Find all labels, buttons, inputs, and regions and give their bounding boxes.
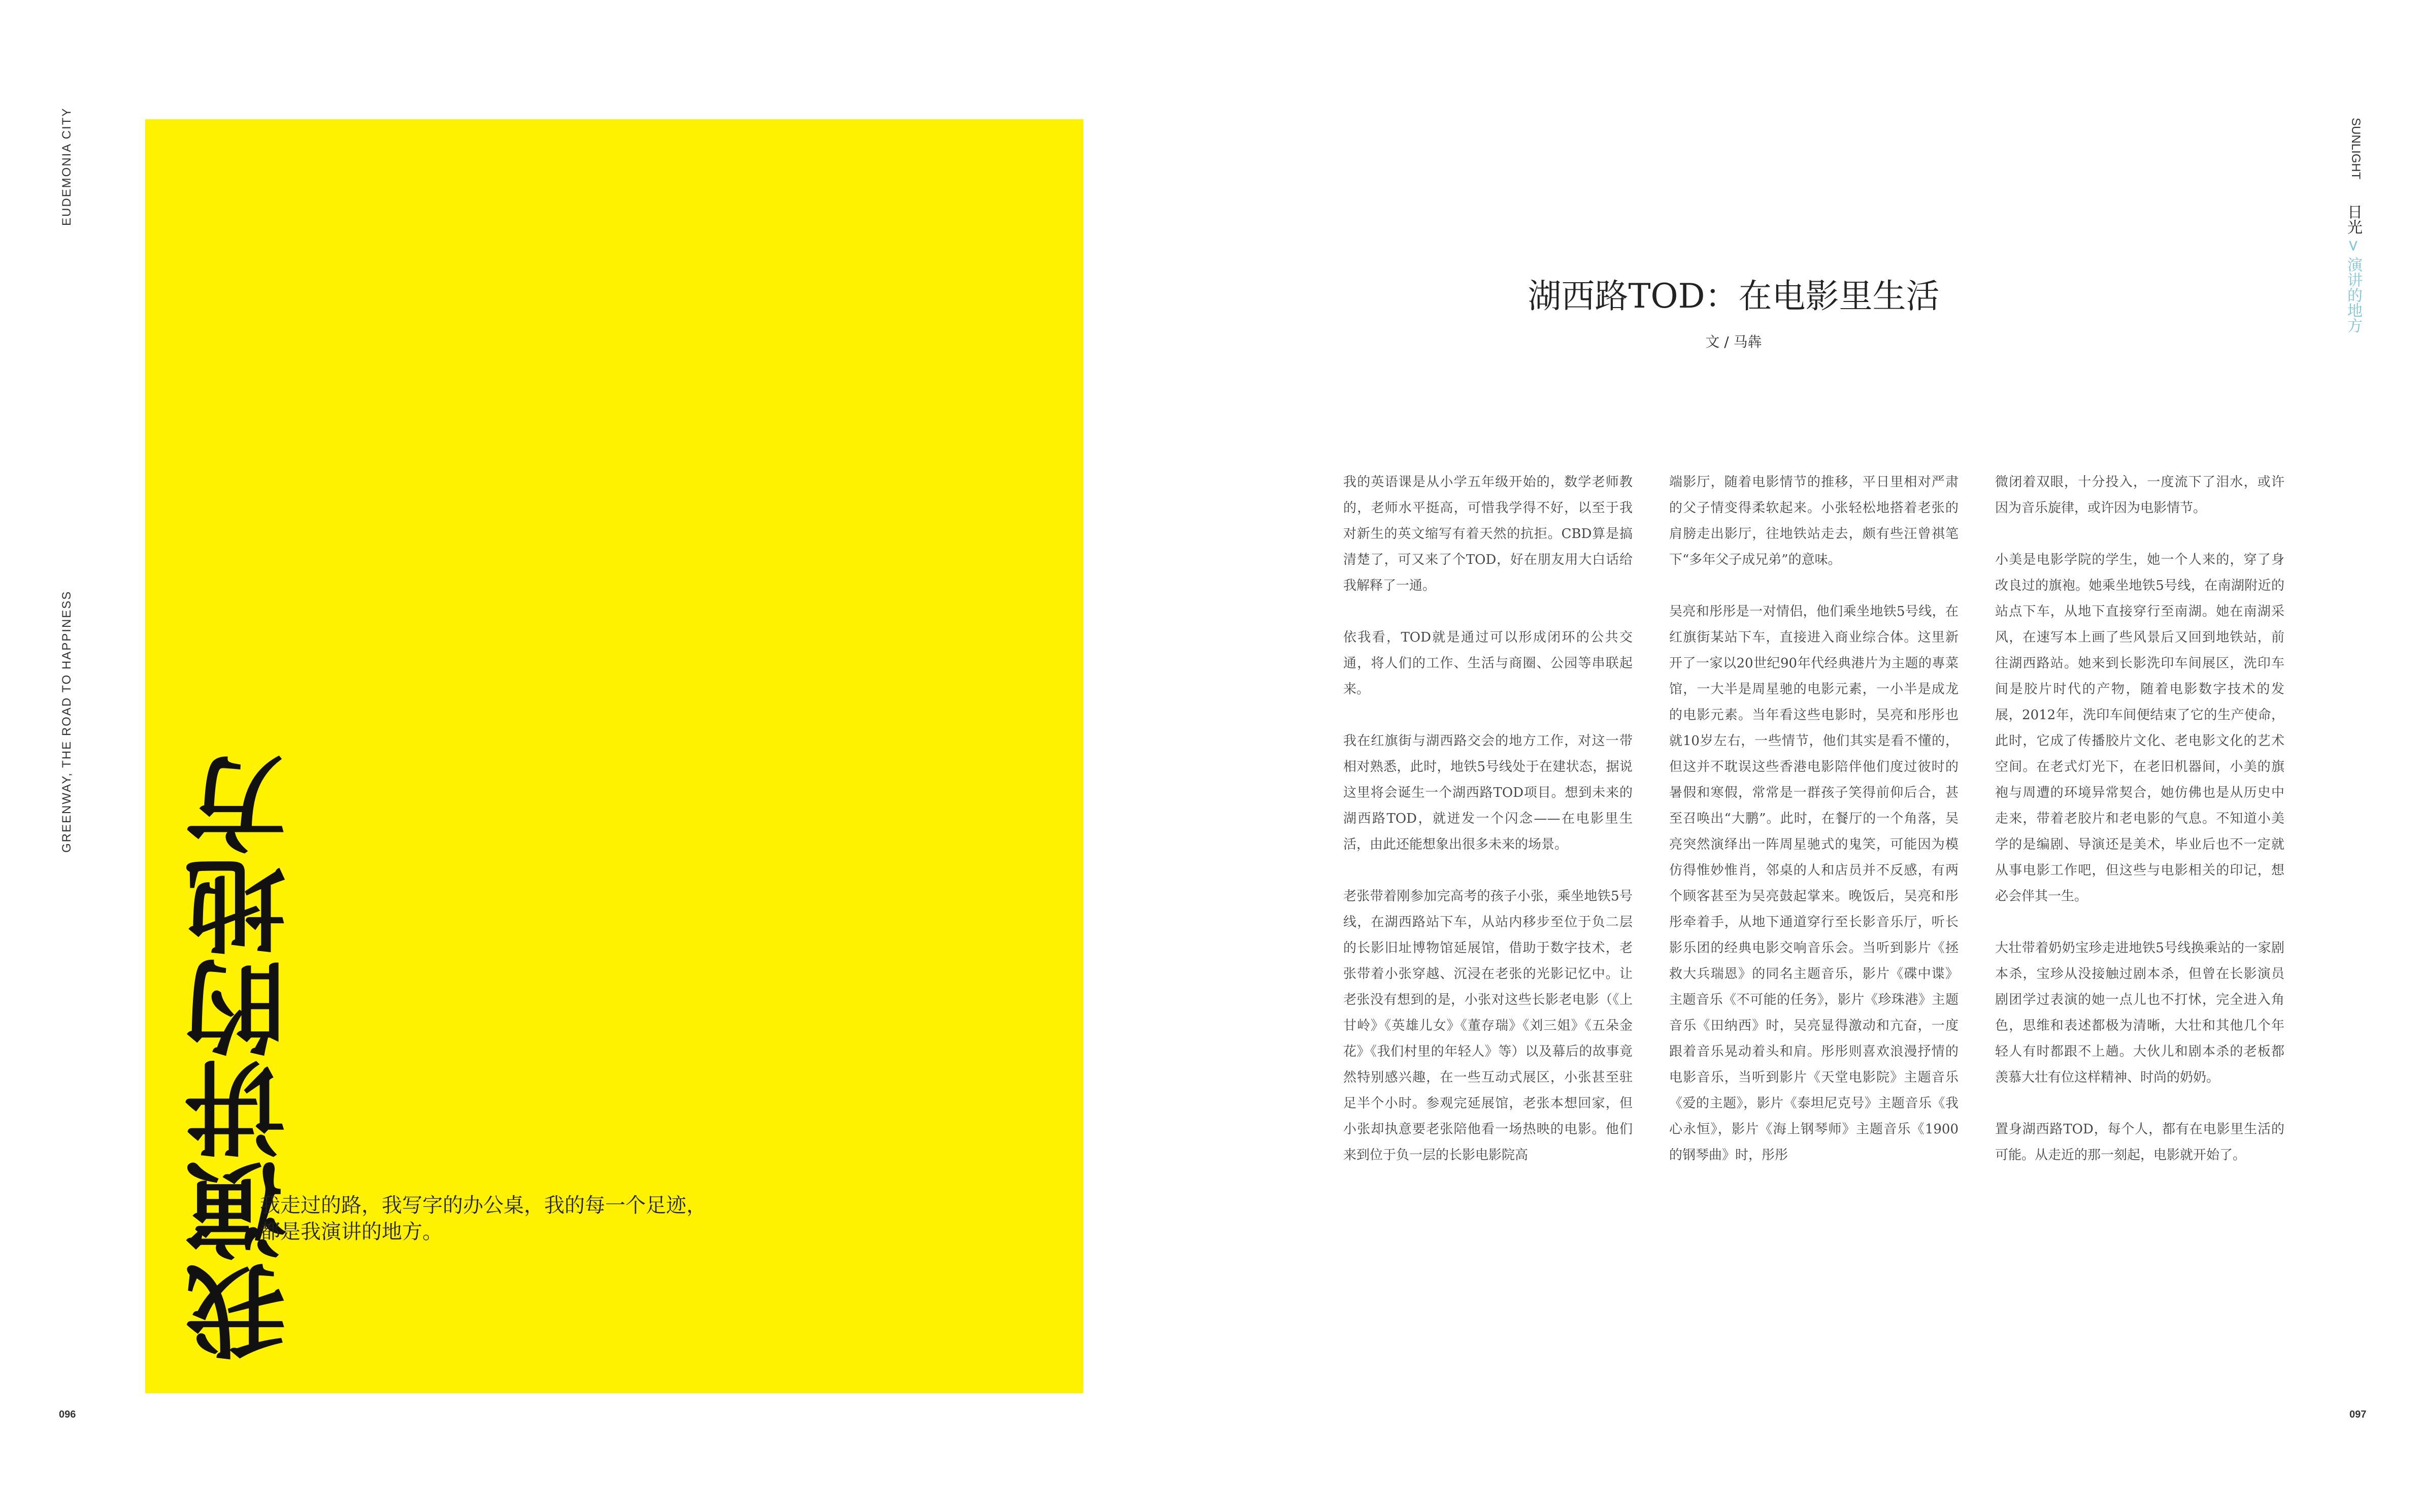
paragraph: 我在红旗街与湖西路交会的地方工作，对这一带相对熟悉，此时，地铁5号线处于在建状态，据说这里将会诞生一个湖西路TOD项目。想到未来的湖西路TOD，就迸发一个闪念——在电影里生活，由此还能想象出很多未来的场景。 <box>1343 733 1633 852</box>
section-name: 日光 <box>2344 204 2362 234</box>
article-title: 湖西路TOD：在电影里生活 <box>1528 277 1940 316</box>
paragraph: 端影厅，随着电影情节的推移，平日里相对严肃的父子情变得柔软起来。小张轻松地搭着老张的肩膀走出影厅，往地铁站走去，颇有些汪曾祺笔下“多年父子成兄弟”的意味。 <box>1669 475 1959 567</box>
section-side-label: SUNLIGHT <box>2349 118 2363 180</box>
paragraph: 大壮带着奶奶宝珍走进地铁5号线换乘站的一家剧本杀，宝珍从没接触过剧本杀，但曾在长影演员剧团学过表演的她一点儿也不打怵，完全进入角色，思维和表述都极为清晰，大壮和其他几个年轻人有时都跟不上趟。大伙儿和剧本杀的老板都羡慕大壮有位这样精神、时尚的奶奶。 <box>1995 940 2284 1085</box>
paragraph: 小美是电影学院的学生，她一个人来的，穿了身改良过的旗袍。她乘坐地铁5号线，在南湖附近的站点下车，从地下直接穿行至南湖。她在南湖采风，在速写本上画了些风景后又回到地铁站，前往湖西路站。她来到长影洗印车间展区，洗印车间是胶片时代的产物，随着电影数字技术的发展，2012年，洗印车间便结束了它的生产使命，此时，它成了传播胶片文化、老电影文化的艺术空间。在老式灯光下，在老旧机器间，小美的旗袍与周遭的环境异常契合，她仿佛也是从历史中走来，带着老胶片和老电影的气息。不知道小美学的是编剧、导演还是美术，毕业后也不一定就从事电影工作吧，但这些与电影相关的印记，想必会伴其一生。 <box>1995 552 2284 904</box>
page-number-right: 097 <box>2349 1409 2367 1420</box>
pull-quote-line-1: 我走过的路，我写字的办公桌，我的每一个足迹， <box>260 1194 707 1217</box>
magazine-tagline-label: GREENWAY, THE ROAD TO HAPPINESS <box>60 590 74 853</box>
paragraph: 我的英语课是从小学五年级开始的，数学老师教的，老师水平挺高，可惜我学得不好，以至于我对新生的英文缩写有着天然的抗拒。CBD算是搞清楚了，可又来了个TOD，好在朋友用大白话给我解释了一通。 <box>1343 475 1633 593</box>
paragraph: 吴亮和彤彤是一对情侣，他们乘坐地铁5号线，在红旗街某站下车，直接进入商业综合体。这里新开了一家以20世纪90年代经典港片为主题的專菜馆，一大半是周星驰的电影元素，一小半是成龙的电影元素。当年看这些电影时，吴亮和彤彤也就10岁左右，一些情节，他们其实是看不懂的，但这并不耽误这些香港电影陪伴他们度过彼时的暑假和寒假，常常是一群孩子笑得前仰后合，甚至召唤出“大鹏”。此时，在餐厅的一个角落，吴亮突然演绎出一阵周星驰式的鬼笑，可能因为模仿得惟妙惟肖，邻桌的人和店员并不反感，有两个顾客甚至为吴亮鼓起掌来。晚饭后，吴亮和彤彤牵着手，从地下通道穿行至长影音乐厅，听长影乐团的经典电影交响音乐会。当听到影片《拯救大兵瑞恩》的同名主题音乐，影片《碟中谍》主题音乐《不可能的任务》，影片《珍珠港》主题音乐《田纳西》时，吴亮显得激动和亢奋，一度跟着音乐晃动着头和肩。彤彤则喜欢浪漫抒情的电影音乐，当听到影片《天堂电影院》主题音乐《爱的主题》，影片《泰坦尼克号》主题音乐《我心永恒》，影片《海上钢琴师》主题音乐《1900的钢琴曲》时，彤彤 <box>1669 604 1959 1163</box>
pull-quote-line-2: 都是我演讲的地方。 <box>260 1220 443 1244</box>
section-separator-icon: > <box>2344 239 2362 252</box>
section-label <box>2344 204 2364 333</box>
headline: 我演讲的地方 <box>185 754 303 1363</box>
paragraph: 老张带着刚参加完高考的孩子小张，乘坐地铁5号线，在湖西路站下车，从站内移步至位于负二层的长影旧址博物馆延展馆，借助于数字技术，老张带着小张穿越、沉浸在老张的光影记忆中。让老张没有想到的是，小张对这些长影老电影（《上甘岭》《英雄儿女》《董存瑞》《刘三姐》《五朵金花》《我们村里的年轻人》等）以及幕后的故事竟然特别感兴趣，在一些互动式展区，小张甚至驻足半个小时。参观完延展馆，老张本想回家，但小张却执意要老张陪他看一场热映的电影。他们来到位于负一层的长影电影院高 <box>1343 889 1633 1163</box>
paragraph: 依我看，TOD就是通过可以形成闭环的公共交通，将人们的工作、生活与商圈、公园等串联起来。 <box>1343 630 1633 697</box>
byline: 文 / 马犇 <box>1705 333 1762 350</box>
paragraph: 微闭着双眼，十分投入，一度流下了泪水，或许因为音乐旋律，或许因为电影情节。 <box>1995 475 2284 516</box>
magazine-side-label: EUDEMONIA CITY <box>60 107 74 226</box>
text-column-2 <box>1669 469 1959 1194</box>
subsection-name: 演讲的地方 <box>2344 257 2362 333</box>
text-column-1 <box>1343 469 1633 1194</box>
text-column-3 <box>1995 469 2284 1194</box>
paragraph: 置身湖西路TOD，每个人，都有在电影里生活的可能。从走近的那一刻起，电影就开始了。 <box>1995 1122 2284 1163</box>
page-number-left: 096 <box>59 1409 76 1420</box>
pull-quote <box>260 1192 707 1245</box>
